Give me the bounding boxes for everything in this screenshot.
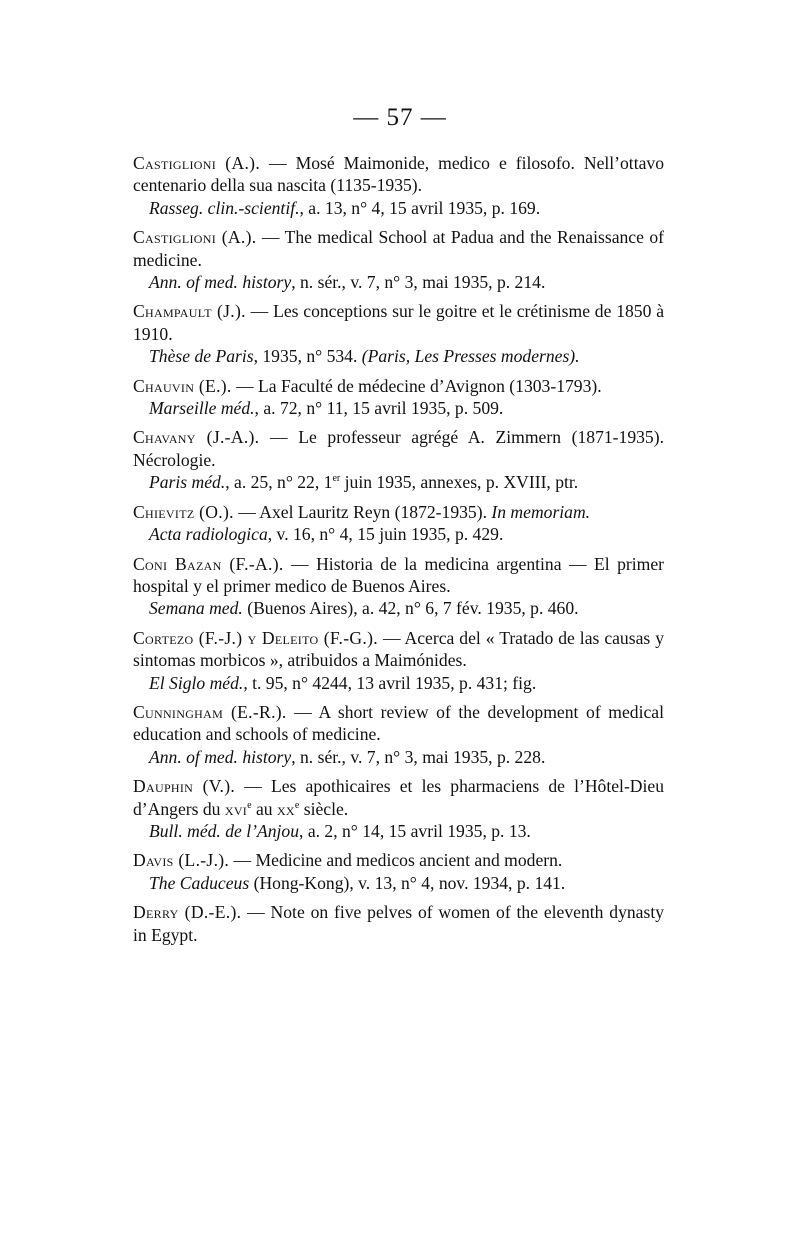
entry-journal: Bull. méd. de l’Anjou	[149, 820, 300, 841]
century-numeral: xx	[276, 798, 295, 819]
entry-title: — Les conceptions sur le goitre et le crétinisme de 1850 à 1910.	[133, 301, 665, 344]
entry-source	[133, 672, 664, 694]
entry-heading	[133, 901, 664, 946]
page-number: — 57 —	[353, 104, 447, 131]
entry-title: — Le professeur agrégé A. Zimmern (1871-1935). Nécrologie.	[133, 427, 664, 470]
entry-details: , 1935, n° 534.	[253, 346, 362, 367]
entry-heading	[133, 426, 664, 471]
bibliography-entry	[133, 226, 664, 293]
bibliography-entry	[133, 849, 664, 894]
entry-heading	[133, 226, 664, 271]
bibliography-entry	[133, 901, 664, 946]
century-superscript: e	[294, 799, 300, 811]
century-numeral: xvi	[224, 798, 248, 819]
entry-source	[133, 271, 664, 293]
entry-title: — Axel Lauritz Reyn (1872-1935).	[233, 501, 492, 522]
entry-author: Davis (L.-J.).	[133, 850, 230, 871]
entry-details: (Buenos Aires), a. 42, n° 6, 7 fév. 1935, p. 460.	[242, 598, 579, 619]
bibliography-entry	[133, 553, 664, 620]
entry-heading	[133, 627, 664, 672]
bibliography-entry	[133, 375, 664, 420]
entry-title: siècle.	[299, 798, 349, 819]
entry-details: , t. 95, n° 4244, 13 avril 1935, p. 431; fig.	[243, 672, 537, 693]
entry-details: , v. 16, n° 4, 15 juin 1935, p. 429.	[267, 524, 504, 545]
entry-source	[133, 746, 664, 768]
entry-title: — Note on five pelves of women of the eleventh dynasty in Egypt.	[133, 902, 665, 945]
entry-journal: Ann. of med. history	[149, 272, 292, 293]
entry-title: — Medicine and medicos ancient and modern.	[229, 850, 563, 871]
entry-heading	[133, 501, 664, 523]
entry-source	[133, 820, 664, 842]
entry-details: juin 1935, annexes, p. XVIII, ptr.	[340, 472, 579, 493]
entry-author: Chavany (J.-A.).	[133, 427, 260, 448]
entry-title: — Historia de la medicina argentina — El primer hospital y el primer medico de Buenos Aires.	[133, 553, 664, 596]
entry-author: Dauphin (V.).	[133, 776, 236, 797]
ordinal-superscript: er	[332, 473, 341, 485]
bibliography-entry	[133, 775, 664, 842]
entry-author: Coni Bazan (F.-A.).	[133, 553, 284, 574]
entry-title: — La Faculté de médecine d’Avignon (1303-1793).	[231, 375, 602, 396]
entry-source	[133, 197, 664, 219]
entry-details: , n. sér., v. 7, n° 3, mai 1935, p. 228.	[291, 746, 546, 767]
bibliography-entry	[133, 501, 664, 546]
entry-title: — The medical School at Padua and the Renaissance of medicine.	[133, 227, 664, 270]
entry-heading	[133, 375, 664, 397]
entry-journal: Ann. of med. history	[149, 746, 292, 767]
bibliography-entry	[133, 426, 664, 493]
entry-journal: Acta radiologica	[149, 524, 268, 545]
entry-author: Champault (J.).	[133, 301, 246, 322]
entry-title: — Les apothicaires et les pharmaciens de l’Hôtel-Dieu d’Angers du	[133, 776, 664, 819]
entry-author: Derry (D.-E.).	[133, 902, 242, 923]
entry-journal: Paris méd.	[149, 472, 226, 493]
entry-heading	[133, 300, 664, 345]
entry-journal: The Caduceus	[149, 872, 250, 893]
entry-publisher: (Paris, Les Presses modernes).	[361, 346, 580, 367]
entry-details: , a. 72, n° 11, 15 avril 1935, p. 509.	[254, 398, 504, 419]
bibliography-entry	[133, 300, 664, 367]
entry-journal: El Siglo méd.	[149, 672, 244, 693]
entry-journal: Rasseg. clin.-scientif.	[149, 197, 300, 218]
entry-author: Castiglioni (A.).	[133, 153, 261, 173]
entry-title: — A short review of the development of medical education and schools of medicine.	[133, 701, 664, 745]
entry-source	[133, 471, 664, 493]
entry-title: — Mosé Maimonide, medico e filosofo. Nell’ottavo centenario della sua nascita (1135-1935).	[133, 153, 664, 196]
entry-journal: Marseille méd.	[149, 398, 255, 419]
entry-title: — Acerca del « Tratado de las causas y sintomas morbicos », atribuidos a Maimónides.	[133, 627, 664, 671]
entry-author: Chievitz (O.).	[133, 501, 234, 522]
entry-author: Castiglioni (A.).	[133, 227, 257, 248]
entry-source	[133, 597, 664, 619]
entry-author: Cunningham (E.-R.).	[133, 701, 287, 722]
entry-details: , a. 13, n° 4, 15 avril 1935, p. 169.	[299, 197, 541, 218]
entry-title-italic: In memoriam.	[491, 501, 591, 522]
entry-details: (Hong-Kong), v. 13, n° 4, nov. 1934, p. 141.	[249, 872, 566, 893]
entry-author: Cortezo (F.-J.) y Deleito (F.-G.).	[133, 627, 378, 648]
entry-title: au	[251, 798, 277, 819]
entry-heading	[133, 152, 664, 197]
entry-heading	[133, 553, 664, 598]
entry-source	[133, 523, 664, 545]
entry-details: , a. 25, n° 22, 1	[225, 472, 333, 493]
entry-heading	[133, 701, 664, 746]
bibliography-entry	[133, 152, 664, 219]
bibliography-entry	[133, 701, 664, 768]
entry-journal: Thèse de Paris	[149, 346, 254, 367]
bibliography-entry	[133, 627, 664, 694]
entry-author: Chauvin (E.).	[133, 375, 232, 396]
entry-source	[133, 397, 664, 419]
entry-heading	[133, 849, 664, 871]
entry-journal: Semana med.	[149, 598, 243, 619]
century-superscript: e	[247, 799, 252, 811]
entry-source	[133, 872, 664, 894]
entry-details: , a. 2, n° 14, 15 avril 1935, p. 13.	[299, 820, 531, 841]
entry-source	[133, 345, 664, 367]
entry-details: , n. sér., v. 7, n° 3, mai 1935, p. 214.	[291, 272, 546, 293]
entry-heading	[133, 775, 664, 820]
bibliography-list	[133, 152, 664, 953]
